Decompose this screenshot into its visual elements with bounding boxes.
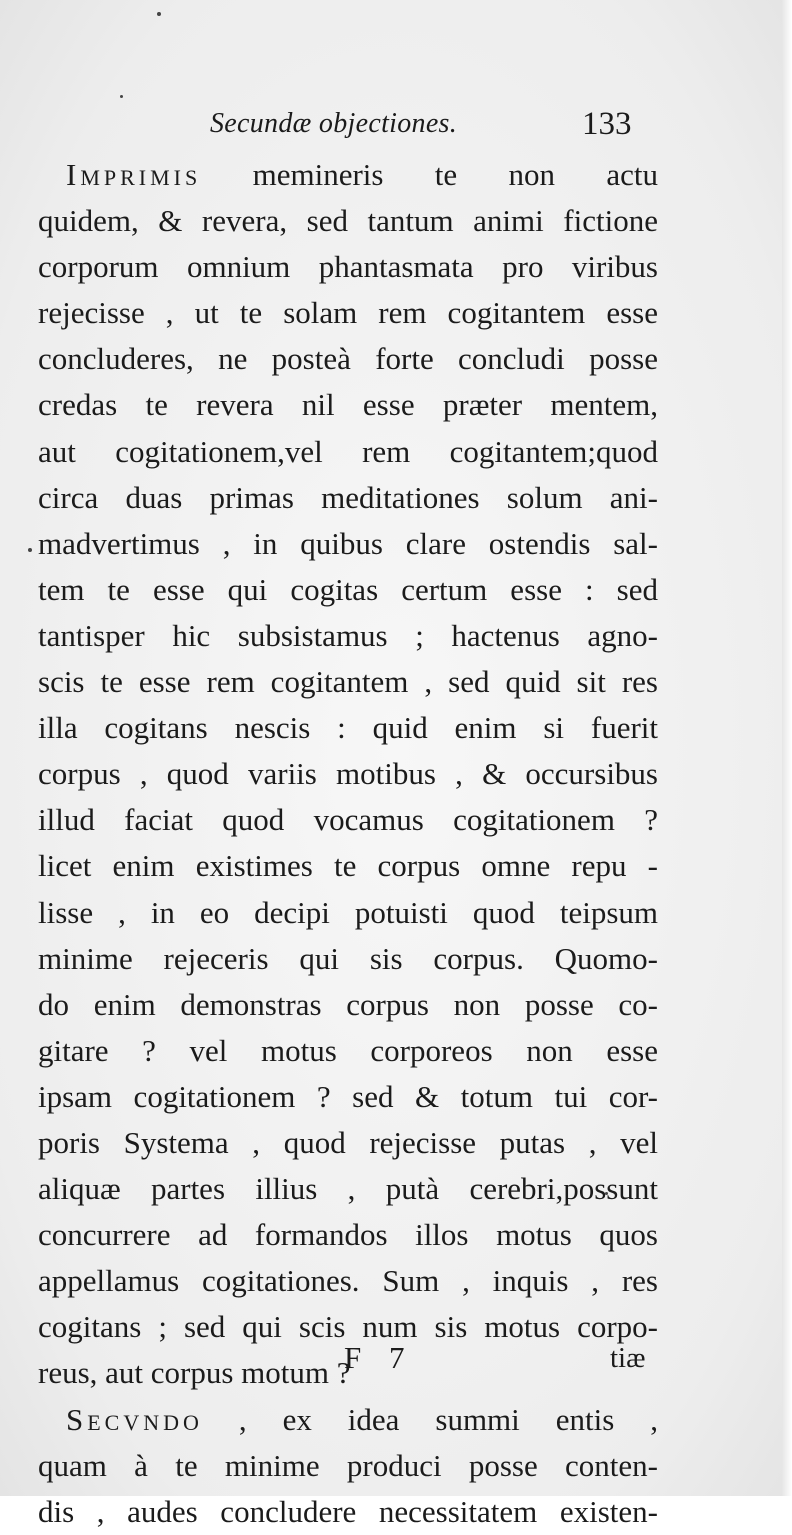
text-line: gitare ? vel motus corporeos non esse	[38, 1032, 658, 1068]
text-line: reus, aut corpus motum ?	[38, 1355, 351, 1391]
text-line: do enim demonstras corpus non posse co-	[38, 986, 658, 1022]
text-line: Secvndo , ex idea summi entis ,	[66, 1401, 658, 1437]
text-line: quam à te minime produci posse conten-	[38, 1447, 658, 1483]
signature-mark: F 7	[344, 1340, 415, 1375]
ink-speck	[157, 12, 161, 16]
text-line: rejecisse , ut te solam rem cogitantem esse	[38, 295, 658, 331]
text-line: lisse , in eo decipi potuisti quod teipsum	[38, 894, 658, 930]
text-line: minime rejeceris qui sis corpus. Quomo-	[38, 940, 658, 976]
text-line: concluderes, ne posteà forte concludi posse	[38, 341, 658, 377]
text-line: concurrere ad formandos illos motus quos	[38, 1217, 658, 1253]
text-line: licet enim existimes te corpus omne repu -	[38, 848, 658, 884]
text-line: circa duas primas meditationes solum ani-	[38, 479, 658, 515]
page-footer	[0, 1340, 792, 1380]
text-line: corporum omnium phantasmata pro viribus	[38, 249, 658, 285]
text-line: madvertimus , in quibus clare ostendis sal-	[38, 525, 658, 561]
text-line: cogitans ; sed qui scis num sis motus corpo-	[38, 1309, 658, 1345]
text-line: quidem, & revera, sed tantum animi fictione	[38, 203, 658, 239]
text-line: corpus , quod variis motibus , & occursibus	[38, 756, 658, 792]
text-line: aliquæ partes illius , putà cerebri,possunt	[38, 1171, 658, 1207]
text-line: poris Systema , quod rejecisse putas , vel	[38, 1124, 658, 1160]
ink-speck	[120, 95, 123, 98]
text-line: tantisper hic subsistamus ; hactenus agno-	[38, 617, 658, 653]
text-line: Imprimis memineris te non actu	[66, 157, 658, 192]
text-line: illud faciat quod vocamus cogitationem ?	[38, 802, 658, 838]
text-line: aut cogitationem,vel rem cogitantem;quod	[38, 433, 658, 469]
body-text	[38, 152, 658, 1535]
text-line: ipsam cogitationem ? sed & totum tui cor-	[38, 1078, 658, 1114]
catchword: tiæ	[610, 1342, 646, 1374]
text-line: credas te revera nil esse præter mentem,	[38, 387, 658, 423]
text-line: appellamus cogitationes. Sum , inquis , res	[38, 1263, 658, 1299]
text-line: illa cogitans nescis : quid enim si fuerit	[38, 710, 658, 746]
page-number: 133	[582, 106, 632, 142]
running-head	[0, 108, 792, 148]
text-line: scis te esse rem cogitantem , sed quid sit res	[38, 664, 658, 700]
section-opening-word: Imprimis	[66, 157, 202, 192]
running-title: Secundæ objectiones.	[210, 108, 458, 139]
text-line: tem te esse qui cogitas certum esse : sed	[38, 571, 658, 607]
text-line: dis , audes concludere necessitatem existen-	[38, 1493, 658, 1529]
ink-speck	[28, 548, 32, 552]
section-opening-word: Secvndo	[66, 1401, 203, 1437]
